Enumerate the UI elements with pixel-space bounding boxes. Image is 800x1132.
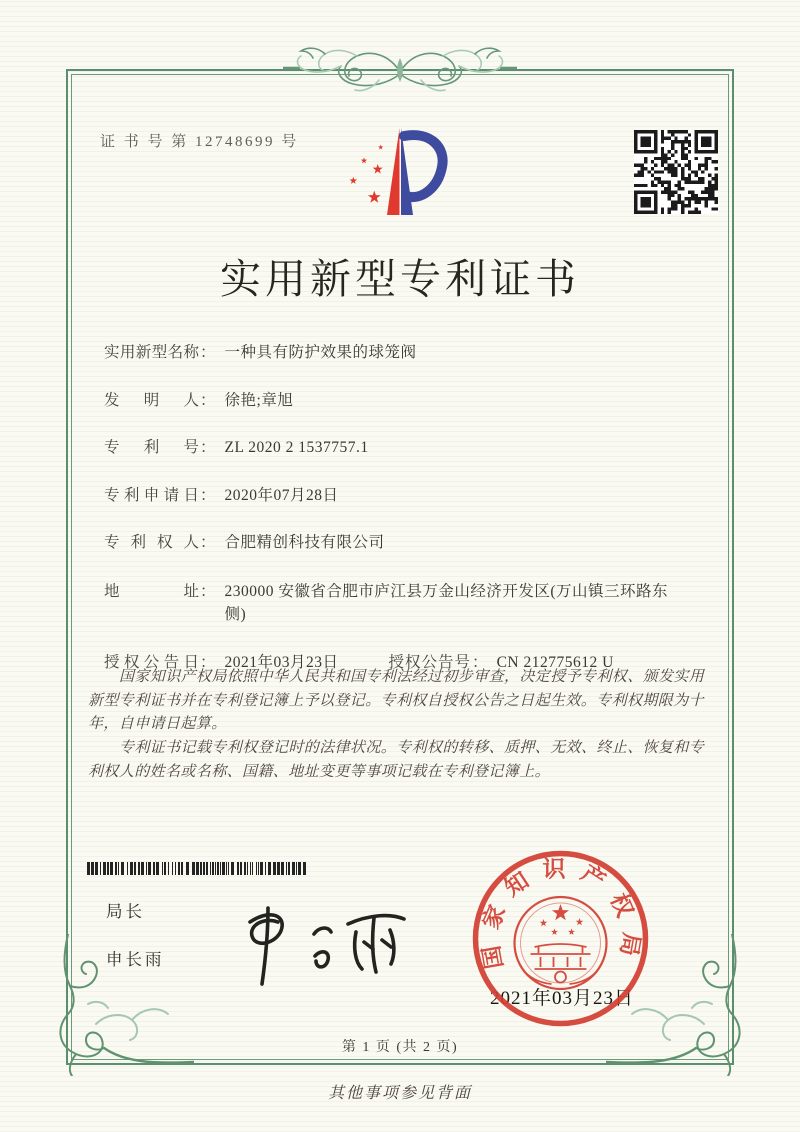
back-side-note: 其他事项参见背面 (327, 1085, 472, 1102)
field-row-grant: 授权公告日 ： 2021年03月23日 授权公告号 ： CN 212775612 U (104, 654, 614, 671)
field-label: 实用新型名称 (104, 344, 199, 361)
field-value: 2021年03月23日 (224, 654, 339, 671)
field-label: 专利权人 (104, 534, 199, 551)
signer-name: 申长雨 (106, 950, 165, 969)
field-label: 专利号 (104, 439, 199, 456)
bottom-left-flourish (44, 934, 194, 1076)
field-row-name: 实用新型名称 ： 一种具有防护效果的球笼阀 (104, 344, 417, 361)
field-row-patent-no: 专利号 ： ZL 2020 2 1537757.1 (104, 439, 369, 456)
seal-ring-text: 国家知识产权局 (476, 856, 645, 971)
field-label: 地址 (104, 582, 199, 600)
cnipa-logo-icon (343, 112, 463, 232)
top-scroll-ornament (283, 42, 517, 94)
certificate-title: 实用新型专利证书 (220, 256, 580, 302)
legal-paragraph: 国家知识产权局依照中华人民共和国专利法经过初步审查，决定授予专利权、颁发实用新型专利证书并在专利登记簿上予以登记。专利权自授权公告之日起生效。专利权期限为十年，自申请日起算。 (88, 669, 705, 733)
field-label: 授权公告日 (104, 654, 199, 671)
signer-title: 局长 (106, 902, 145, 921)
cnipa-seal-icon (470, 848, 651, 1029)
certificate-number: 证 书 号 第 12748699 号 (100, 134, 299, 150)
field-label: 授权公告号 (388, 654, 472, 671)
legal-paragraph: 专利证书记载专利权登记时的法律状况。专利权的转移、质押、无效、终止、恢复和专利权人的姓名或名称、国籍、地址变更等事项记载在专利登记簿上。 (88, 740, 705, 780)
field-label: 发明人 (104, 391, 199, 409)
barcode-icon (87, 862, 308, 875)
qr-code-icon (634, 130, 718, 214)
field-label: 专利申请日 (104, 486, 199, 504)
field-value: 合肥精创科技有限公司 (224, 534, 385, 551)
legal-text (88, 666, 716, 785)
field-value: ZL 2020 2 1537757.1 (224, 439, 369, 456)
field-value: 一种具有防护效果的球笼阀 (224, 344, 417, 361)
field-row-filing-date: 专利申请日 ： 2020年07月28日 (104, 486, 339, 504)
field-row-patentee: 专利权人 ： 合肥精创科技有限公司 (104, 534, 385, 551)
seal-date: 2021年03月23日 (490, 988, 635, 1009)
page-number: 第 1 页 (共 2 页) (341, 1040, 459, 1055)
handwritten-signature (222, 900, 417, 992)
field-list (104, 342, 710, 700)
field-value: 徐艳;章旭 (224, 391, 294, 409)
field-row-inventor: 发明人 ： 徐艳;章旭 (104, 391, 294, 409)
field-value: CN 212775612 U (496, 654, 614, 671)
field-value: 2020年07月28日 (224, 486, 339, 504)
field-row-address: 地址 ： 230000 安徽省合肥市庐江县万金山经济开发区(万山镇三环路东侧) (104, 580, 710, 626)
field-value: 230000 安徽省合肥市庐江县万金山经济开发区(万山镇三环路东侧) (224, 582, 669, 623)
